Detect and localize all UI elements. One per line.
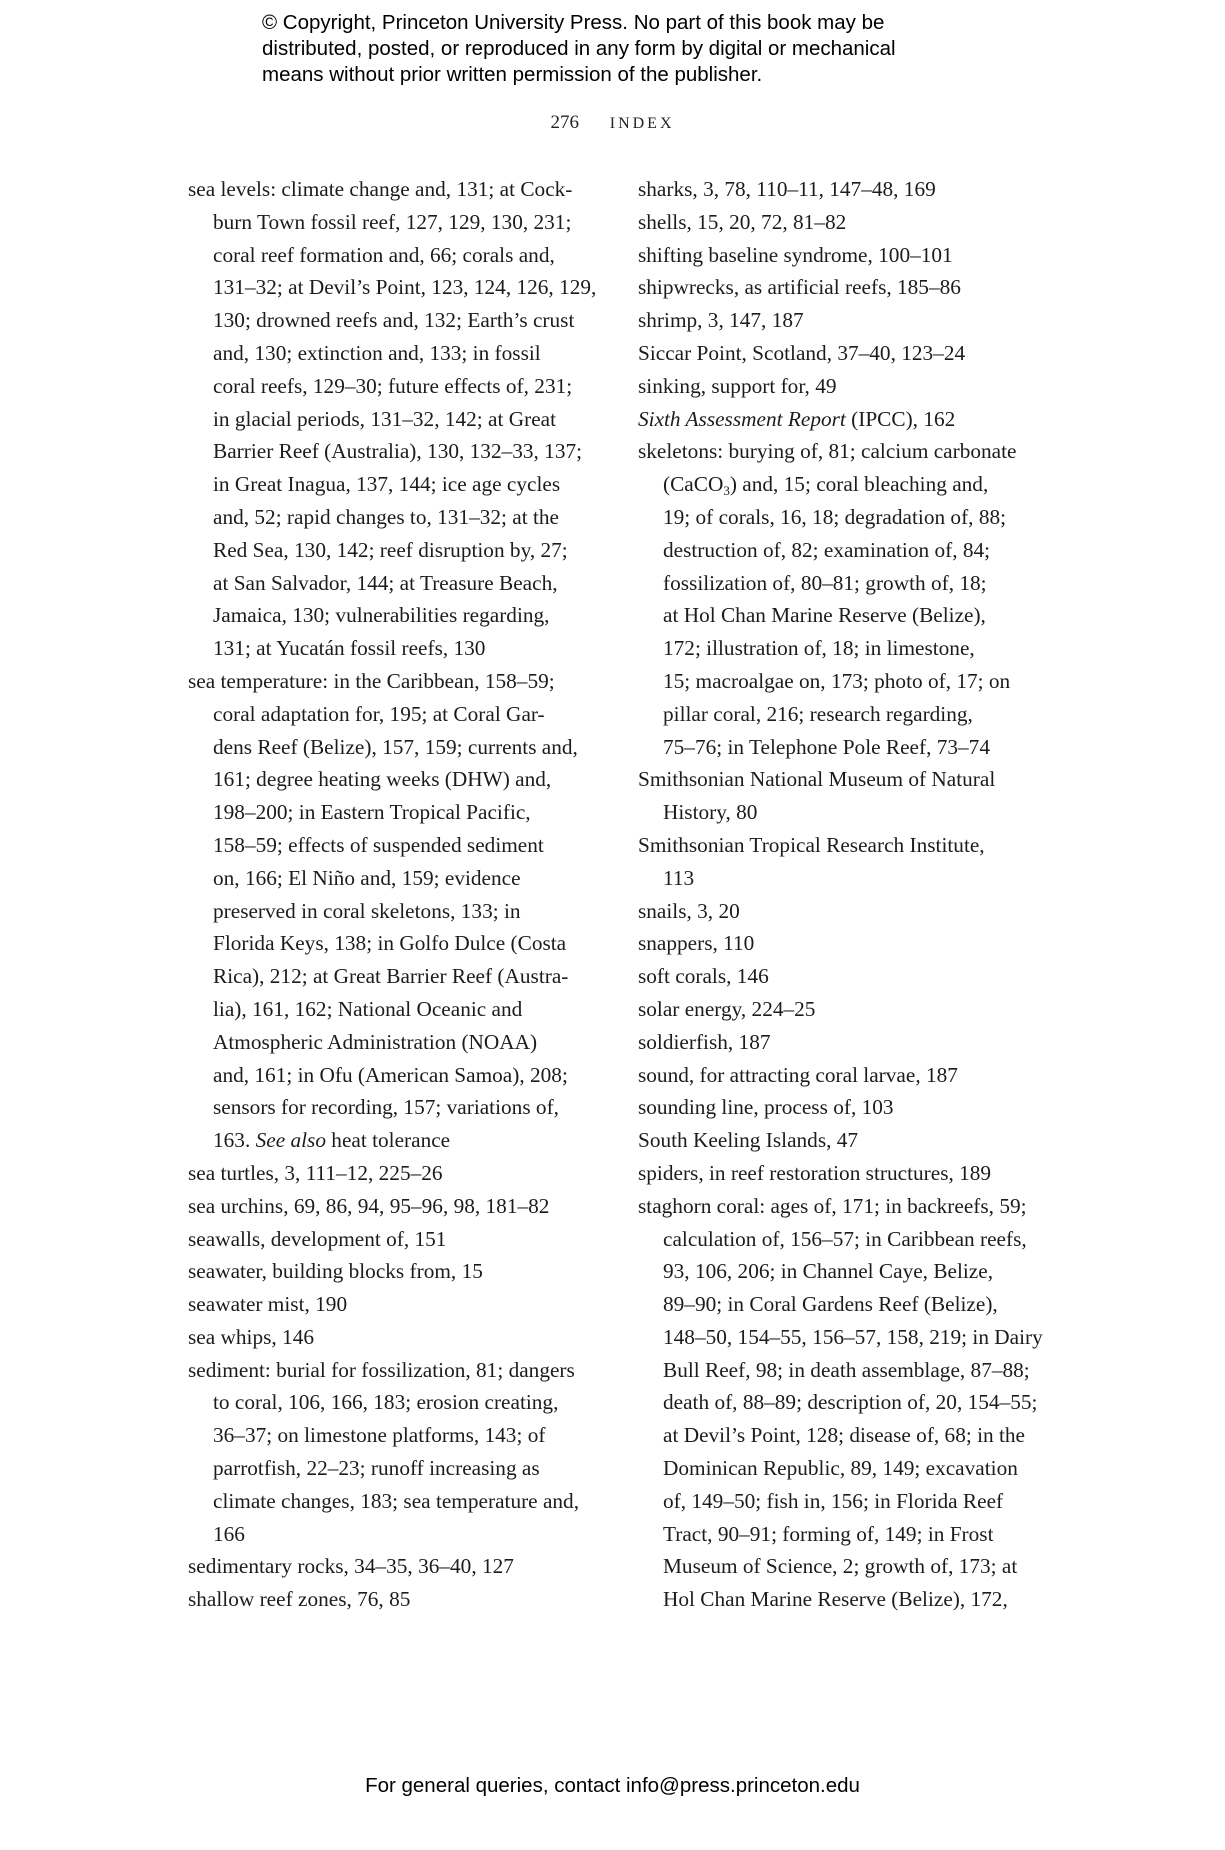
- index-entry-continuation: coral reef formation and, 66; corals and,: [213, 242, 555, 267]
- index-entry-continuation: Bull Reef, 98; in death assemblage, 87–88;: [663, 1357, 1030, 1382]
- index-entry-continuation: calculation of, 156–57; in Caribbean reefs,: [663, 1226, 1027, 1251]
- index-entry-continuation: 75–76; in Telephone Pole Reef, 73–74: [663, 734, 990, 759]
- index-entry-heading: sediment: burial for fossilization, 81; dangers: [188, 1357, 575, 1382]
- index-entry: [188, 173, 608, 665]
- index-entry-continuation: and, 130; extinction and, 133; in fossil: [213, 340, 541, 365]
- index-entry-continuation: burn Town fossil reef, 127, 129, 130, 231;: [213, 209, 572, 234]
- index-entry-continuation: preserved in coral skeletons, 133; in: [213, 898, 521, 923]
- index-entry-continuation: 172; illustration of, 18; in limestone,: [663, 636, 975, 661]
- index-entry-continuation: Dominican Republic, 89, 149; excavation: [663, 1456, 1018, 1481]
- index-entry: [638, 370, 1068, 403]
- index-entry-heading: sea temperature: in the Caribbean, 158–59;: [188, 668, 555, 693]
- index-entry: [188, 1223, 608, 1256]
- copyright-line: means without prior written permission of the publisher.: [262, 63, 763, 86]
- index-entry-continuation: destruction of, 82; examination of, 84;: [663, 537, 991, 562]
- index-entry: [638, 304, 1068, 337]
- index-entry-continuation: History, 80: [663, 800, 758, 825]
- index-entry: [638, 403, 1068, 436]
- index-entry-heading: sinking, support for, 49: [638, 373, 837, 398]
- index-entry-heading: shells, 15, 20, 72, 81–82: [638, 209, 847, 234]
- index-entry-heading: sea whips, 146: [188, 1324, 314, 1349]
- index-entry-continuation: at Devil’s Point, 128; disease of, 68; in the: [663, 1423, 1026, 1448]
- index-entry: [188, 1255, 608, 1288]
- index-entry-continuation: 113: [663, 865, 695, 890]
- index-entry: [638, 829, 1068, 895]
- index-entry-continuation: 130; drowned reefs and, 132; Earth’s crust: [213, 308, 575, 333]
- index-entry-continuation: lia), 161, 162; National Oceanic and: [213, 996, 523, 1021]
- index-entry-continuation: sensors for recording, 157; variations of,: [213, 1095, 559, 1120]
- index-entry-heading: solar energy, 224–25: [638, 996, 816, 1021]
- index-entry: [188, 1288, 608, 1321]
- index-entry-heading: shipwrecks, as artificial reefs, 185–86: [638, 275, 961, 300]
- index-entry-continuation: to coral, 106, 166, 183; erosion creating,: [213, 1390, 559, 1415]
- index-entry-continuation: in Great Inagua, 137, 144; ice age cycles: [213, 472, 561, 497]
- index-entry: [638, 927, 1068, 960]
- index-entry-continuation: Atmospheric Administration (NOAA): [213, 1029, 538, 1054]
- index-entry-continuation: dens Reef (Belize), 157, 159; currents and,: [213, 734, 578, 759]
- index-entry-continuation: (CaCO$_3$) and, 15; coral bleaching and,: [663, 472, 989, 499]
- index-entry-heading: sedimentary rocks, 34–35, 36–40, 127: [188, 1554, 514, 1579]
- index-entry-continuation: 131–32; at Devil’s Point, 123, 124, 126, 129,: [213, 275, 597, 300]
- index-entry-continuation: 148–50, 154–55, 156–57, 158, 219; in Dairy: [663, 1324, 1043, 1349]
- index-entry-continuation: coral adaptation for, 195; at Coral Gar-: [213, 701, 545, 726]
- index-entry-continuation: coral reefs, 129–30; future effects of, 231;: [213, 373, 573, 398]
- index-entry-heading: South Keeling Islands, 47: [638, 1128, 859, 1153]
- index-entry-continuation: 131; at Yucatán fossil reefs, 130: [213, 636, 486, 661]
- index-entry-heading: staghorn coral: ages of, 171; in backreefs, 59;: [638, 1193, 1027, 1218]
- index-entry-heading: sounding line, process of, 103: [638, 1095, 894, 1120]
- index-entry-heading: shrimp, 3, 147, 187: [638, 308, 804, 333]
- index-entry-heading: snails, 3, 20: [638, 898, 740, 923]
- index-entry-heading: soldierfish, 187: [638, 1029, 771, 1054]
- index-entry-heading: soft corals, 146: [638, 964, 769, 989]
- index-entry-continuation: 89–90; in Coral Gardens Reef (Belize),: [663, 1292, 998, 1317]
- copyright-notice: [262, 10, 982, 88]
- index-entry-continuation: 161; degree heating weeks (DHW) and,: [213, 767, 552, 792]
- index-entry-continuation: parrotfish, 22–23; runoff increasing as: [213, 1456, 540, 1481]
- index-entry: [638, 1059, 1068, 1092]
- index-entry: [638, 895, 1068, 928]
- index-entry-continuation: climate changes, 183; sea temperature and,: [213, 1488, 580, 1513]
- index-entry-continuation: Museum of Science, 2; growth of, 173; at: [663, 1554, 1018, 1579]
- index-entry-continuation: on, 166; El Niño and, 159; evidence: [213, 865, 521, 890]
- index-entry-heading: seawalls, development of, 151: [188, 1226, 447, 1251]
- index-entry: [638, 1124, 1068, 1157]
- index-entry: [188, 1583, 608, 1616]
- index-entry-continuation: 198–200; in Eastern Tropical Pacific,: [213, 800, 531, 825]
- index-entry: [188, 1550, 608, 1583]
- index-entry-continuation: 93, 106, 206; in Channel Caye, Belize,: [663, 1259, 994, 1284]
- index-entry-continuation: Florida Keys, 138; in Golfo Dulce (Costa: [213, 931, 567, 956]
- index-entry: [638, 993, 1068, 1026]
- index-entry-heading: seawater mist, 190: [188, 1292, 348, 1317]
- section-title: INDEX: [609, 115, 675, 132]
- running-head: [0, 112, 1225, 134]
- index-entry-heading: seawater, building blocks from, 15: [188, 1259, 483, 1284]
- index-entry: [638, 435, 1068, 763]
- index-entry-continuation: in glacial periods, 131–32, 142; at Great: [213, 406, 557, 431]
- index-entry-heading: Smithsonian Tropical Research Institute,: [638, 832, 985, 857]
- index-entry-heading: shifting baseline syndrome, 100–101: [638, 242, 953, 267]
- index-entry-heading: sea turtles, 3, 111–12, 225–26: [188, 1160, 443, 1185]
- index-entry-continuation: Rica), 212; at Great Barrier Reef (Austra-: [213, 964, 569, 989]
- index-entry: [638, 173, 1068, 206]
- index-entry-heading: sharks, 3, 78, 110–11, 147–48, 169: [638, 177, 936, 201]
- index-entry: [188, 1321, 608, 1354]
- page-number: 276: [550, 112, 579, 133]
- index-entry-continuation: at Hol Chan Marine Reserve (Belize),: [663, 603, 986, 628]
- index-entry-heading: spiders, in reef restoration structures, 189: [638, 1160, 992, 1185]
- index-entry-continuation: 19; of corals, 16, 18; degradation of, 88;: [663, 504, 1007, 529]
- index-column-right: [638, 173, 1068, 1616]
- index-entry-continuation: pillar coral, 216; research regarding,: [663, 701, 973, 726]
- copyright-line: distributed, posted, or reproduced in any form by digital or mechanical: [262, 37, 896, 60]
- footer-contact: For general queries, contact info@press.princeton.edu: [365, 1774, 860, 1797]
- index-entry-heading: sound, for attracting coral larvae, 187: [638, 1062, 958, 1087]
- index-entry-heading: skeletons: burying of, 81; calcium carbonate: [638, 439, 1017, 464]
- index-entry-continuation: Tract, 90–91; forming of, 149; in Frost: [663, 1521, 994, 1546]
- index-entry: [638, 960, 1068, 993]
- index-entry: [188, 1157, 608, 1190]
- index-entry-heading: Siccar Point, Scotland, 37–40, 123–24: [638, 340, 966, 365]
- index-entry-heading: Sixth Assessment Report (IPCC), 162: [638, 406, 956, 431]
- index-entry-continuation: 163. See also heat tolerance: [213, 1128, 451, 1153]
- index-entry-continuation: 36–37; on limestone platforms, 143; of: [213, 1423, 546, 1448]
- index-entry-continuation: and, 161; in Ofu (American Samoa), 208;: [213, 1062, 568, 1087]
- index-entry-continuation: Jamaica, 130; vulnerabilities regarding,: [213, 603, 550, 628]
- index-entry-heading: Smithsonian National Museum of Natural: [638, 767, 996, 792]
- index-entry-continuation: 15; macroalgae on, 173; photo of, 17; on: [663, 668, 1011, 693]
- index-entry-continuation: Barrier Reef (Australia), 130, 132–33, 137;: [213, 439, 583, 464]
- index-entry-continuation: Hol Chan Marine Reserve (Belize), 172,: [663, 1587, 1008, 1612]
- index-entry-heading: sea urchins, 69, 86, 94, 95–96, 98, 181–82: [188, 1193, 550, 1218]
- index-entry-continuation: 166: [213, 1521, 245, 1546]
- index-entry: [638, 1026, 1068, 1059]
- copyright-line: © Copyright, Princeton University Press. No part of this book may be: [262, 11, 885, 34]
- index-entry-continuation: of, 149–50; fish in, 156; in Florida Reef: [663, 1488, 1004, 1513]
- index-entry: [188, 1354, 608, 1551]
- index-column-left: [188, 173, 608, 1616]
- index-entry: [638, 1157, 1068, 1190]
- index-entry-continuation: fossilization of, 80–81; growth of, 18;: [663, 570, 987, 595]
- index-entry-heading: sea levels: climate change and, 131; at Cock-: [188, 177, 573, 201]
- index-entry: [638, 1091, 1068, 1124]
- index-entry: [638, 239, 1068, 272]
- index-entry-heading: snappers, 110: [638, 931, 755, 956]
- index-entry-continuation: Red Sea, 130, 142; reef disruption by, 27;: [213, 537, 568, 562]
- index-entry-heading: shallow reef zones, 76, 85: [188, 1587, 411, 1612]
- index-entry: [188, 1190, 608, 1223]
- index-entry: [638, 271, 1068, 304]
- index-entry: [188, 665, 608, 1157]
- index-entry-continuation: and, 52; rapid changes to, 131–32; at the: [213, 504, 559, 529]
- index-entry: [638, 1190, 1068, 1616]
- index-entry: [638, 763, 1068, 829]
- index-entry: [638, 206, 1068, 239]
- index-entry-continuation: 158–59; effects of suspended sediment: [213, 832, 544, 857]
- index-entry-continuation: at San Salvador, 144; at Treasure Beach,: [213, 570, 558, 595]
- index-entry-continuation: death of, 88–89; description of, 20, 154–55;: [663, 1390, 1038, 1415]
- index-entry: [638, 337, 1068, 370]
